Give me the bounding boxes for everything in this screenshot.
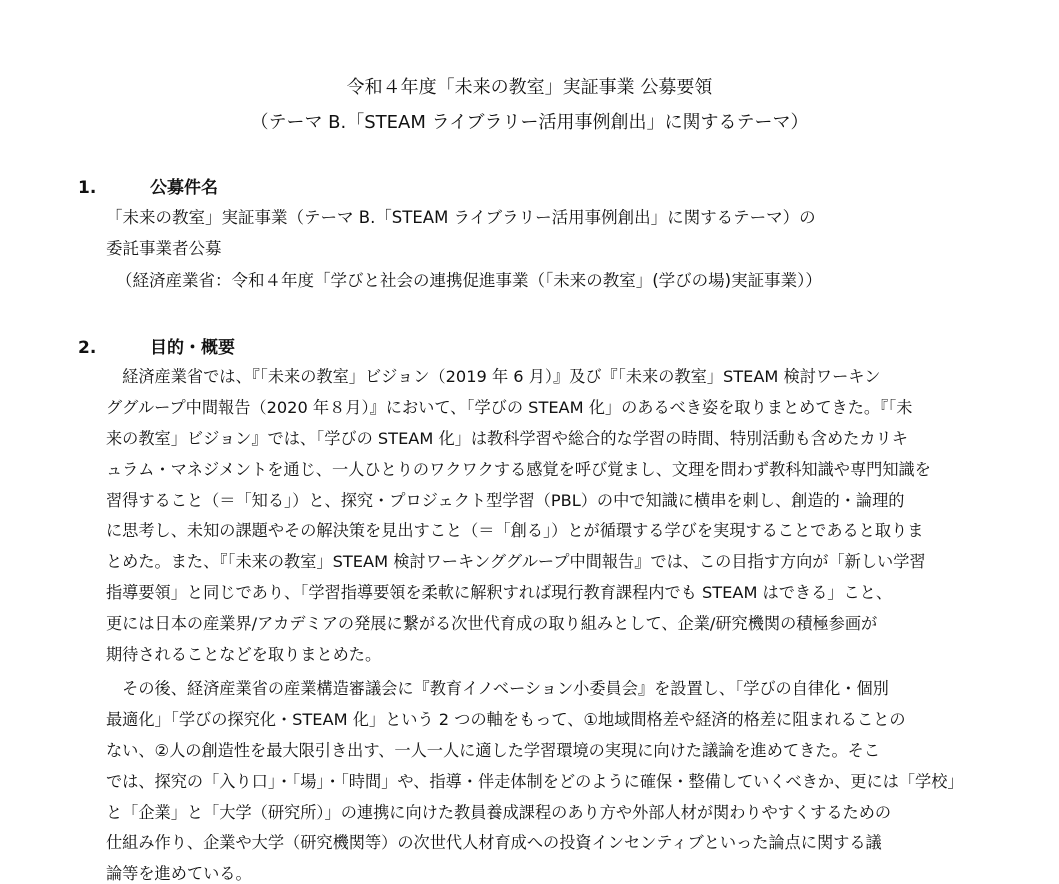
paragraph-line: では、探究の「入り口」・「場」・「時間」や、指導・伴走体制をどのように確保・整備していくべきか、更には「学校」 <box>106 771 964 791</box>
section-1-heading <box>78 173 218 198</box>
paragraph-line: ュラム・マネジメントを通じ、一人ひとりのワクワクする感覚を呼び覚まし、文理を問わず教科知識や専門知識を <box>106 459 931 479</box>
paragraph-line: 期待されることなどを取りまとめた。 <box>106 645 382 665</box>
paragraph-line: 最適化」「学びの探究化・STEAM 化」という 2 つの軸をもって、①地域間格差や経済的格差に阻まれることの <box>106 709 906 729</box>
section-2-title: 目的・概要 <box>150 338 235 358</box>
section-2-paragraph-2 <box>106 678 964 884</box>
document-subtitle: （テーマ B.「STEAM ライブラリー活用事例創出」に関するテーマ） <box>250 112 809 133</box>
paragraph-line: ググループ中間報告（2020 年８月）』において、「学びの STEAM 化」のあるべき姿を取りまとめてきた。『「未 <box>106 397 913 417</box>
document-title: 令和４年度「未来の教室」実証事業 公募要領 <box>346 77 713 98</box>
paragraph-line: 来の教室」ビジョン』では、「学びの STEAM 化」は教科学習や総合的な学習の時間、特別活動も含めたカリキ <box>106 428 908 448</box>
section-2-paragraph-1 <box>106 366 936 675</box>
paragraph-line: その後、経済産業省の産業構造審議会に『教育イノベーション小委員会』を設置し、「学びの自律化・個別 <box>106 679 889 698</box>
section-1-title: 公募件名 <box>150 178 218 198</box>
section-1-line: 委託事業者公募 <box>106 239 222 258</box>
section-1-line: （経済産業省：令和４年度「学びと社会の連携促進事業（「未来の教室」(学びの場)実証事業）） <box>116 271 822 290</box>
section-2-number: 2. <box>78 338 97 358</box>
section-1-line: 「未来の教室」実証事業（テーマ B.「STEAM ライブラリー活用事例創出」に関するテーマ）の <box>106 208 816 227</box>
paragraph-line: に思考し、未知の課題やその解決策を見出すこと（＝「創る」）とが循環する学びを実現することであると取りま <box>106 521 924 541</box>
paragraph-line: ない、②人の創造性を最大限引き出す、一人一人に適した学習環境の実現に向けた議論を進めてきた。そこ <box>106 740 881 760</box>
section-2-heading <box>78 333 235 358</box>
section-1-number: 1. <box>78 178 97 198</box>
paragraph-line: 更には日本の産業界/アカデミアの発展に繋がる次世代育成の取り組みとして、企業/研究機関の積極参画が <box>106 614 878 634</box>
paragraph-line: 仕組み作り、企業や大学（研究機関等）の次世代人材育成への投資インセンティブといった論点に関する議 <box>106 833 882 853</box>
paragraph-line: とめた。また、『「未来の教室」STEAM 検討ワーキンググループ中間報告』では、この目指す方向が「新しい学習 <box>106 552 926 572</box>
paragraph-line: 習得すること（＝「知る」）と、探究・プロジェクト型学習（PBL）の中で知識に横串を刺し、創造的・論理的 <box>106 490 905 510</box>
paragraph-line: 経済産業省では、『「未来の教室」ビジョン（2019 年 6 月）』及び『「未来の教室」STEAM 検討ワーキン <box>106 367 881 386</box>
paragraph-line: 論等を進めている。 <box>106 864 252 884</box>
paragraph-line: と「企業」と「大学（研究所）」の連携に向けた教員養成課程のあり方や外部人材が関わりやすくするための <box>106 802 892 822</box>
paragraph-line: 指導要領」と同じであり、「学習指導要領を柔軟に解釈すれば現行教育課程内でも STEAM はできる」こと、 <box>106 583 893 603</box>
